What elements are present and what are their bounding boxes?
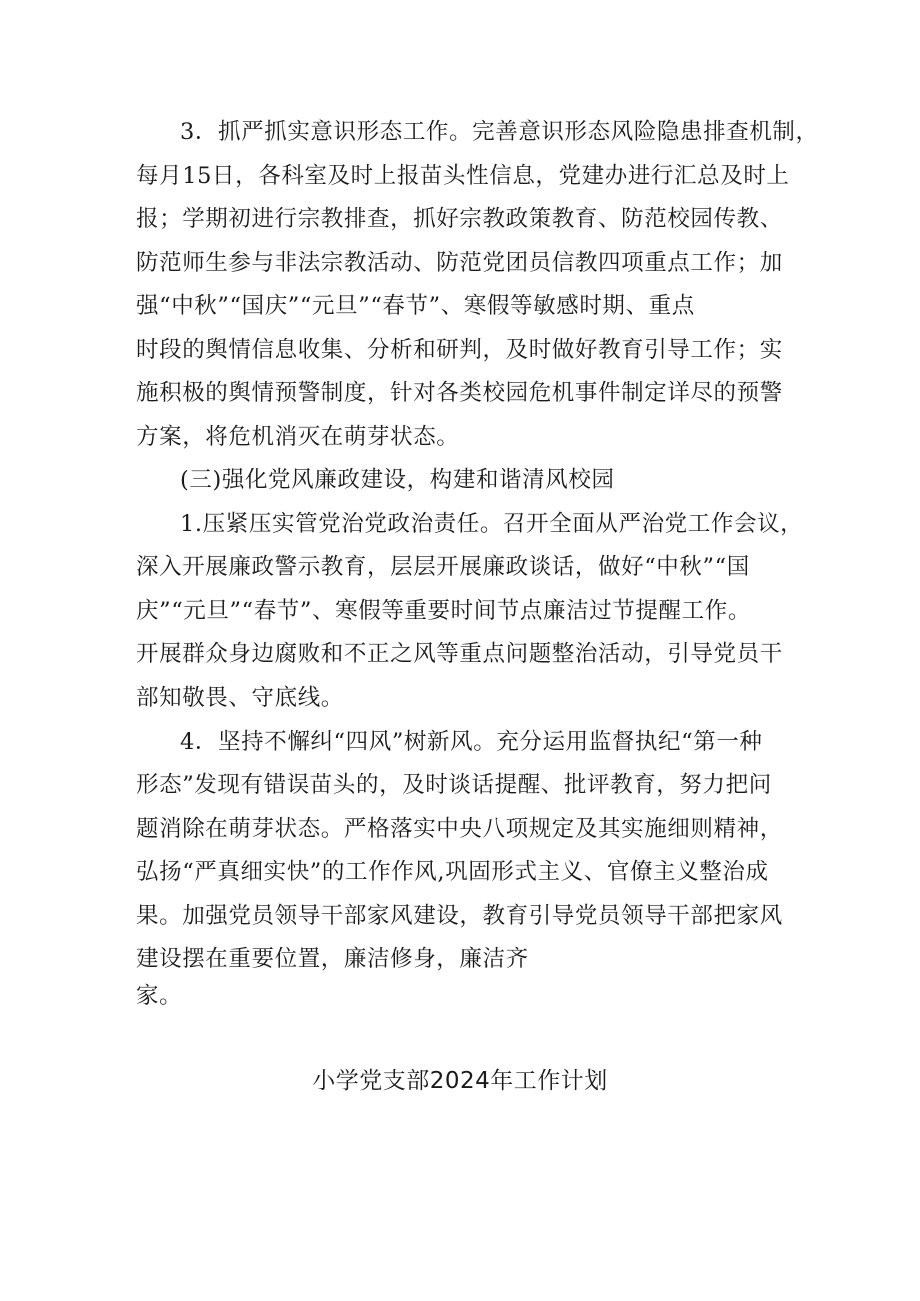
paragraph-4-line-4: 弘扬“严真细实快”的工作作风,巩固形式主义、官僚主义整治成 (136, 859, 769, 885)
paragraph-1-line-5: 部知敬畏、守底线。 (136, 685, 344, 711)
paragraph-3-line-1: 3．抓严抓实意识形态工作。完善意识形态风险隐患排查机制， (180, 119, 819, 145)
paragraph-4-line-6: 建设摆在重要位置，廉洁修身，廉洁齐 (136, 946, 529, 972)
paragraph-1-line-2: 深入开展廉政警示教育，层层开展廉政谈话，做好“中秋”“国 (136, 554, 750, 580)
paragraph-3-line-5: 强“中秋”“国庆”“元旦”“春节”、寒假等敏感时期、重点 (136, 293, 695, 319)
paragraph-1-line-3: 庆”“元旦”“春节”、寒假等重要时间节点廉洁过节提醒工作。 (136, 598, 751, 624)
paragraph-3-line-3: 报；学期初进行宗教排查，抓好宗教政策教育、防范校园传教、 (136, 206, 783, 232)
paragraph-4-line-1: 4．坚持不懈纠“四风”树新风。充分运用监督执纪“第一种 (180, 729, 763, 755)
paragraph-4-line-7: 家。 (136, 983, 183, 1009)
paragraph-1-line-4: 开展群众身边腐败和不正之风等重点问题整治活动，引导党员干 (136, 641, 783, 667)
paragraph-1-line-1: 1.压紧压实管党治党政治责任。召开全面从严治党工作会议， (180, 511, 804, 537)
document-title: 小学党支部2024年工作计划 (312, 1068, 608, 1094)
paragraph-3-line-7: 施积极的舆情预警制度，针对各类校园危机事件制定详尽的预警 (136, 380, 783, 406)
paragraph-3-line-8: 方案，将危机消灭在萌芽状态。 (136, 424, 460, 450)
paragraph-4-line-3: 题消除在萌芽状态。严格落实中央八项规定及其实施细则精神， (136, 816, 783, 842)
paragraph-3-line-2: 每月15日，各科室及时上报苗头性信息，党建办进行汇总及时上 (136, 163, 790, 189)
paragraph-3-line-4: 防范师生参与非法宗教活动、防范党团员信教四项重点工作；加 (136, 250, 783, 276)
paragraph-3-line-6: 时段的舆情信息收集、分析和研判，及时做好教育引导工作；实 (136, 337, 783, 363)
section-heading: (三)强化党风廉政建设，构建和谐清风校园 (180, 467, 615, 493)
paragraph-4-line-2: 形态”发现有错误苗头的，及时谈话提醒、批评教育，努力把问 (136, 772, 772, 798)
paragraph-4-line-5: 果。加强党员领导干部家风建设，教育引导党员领导干部把家风 (136, 903, 783, 929)
